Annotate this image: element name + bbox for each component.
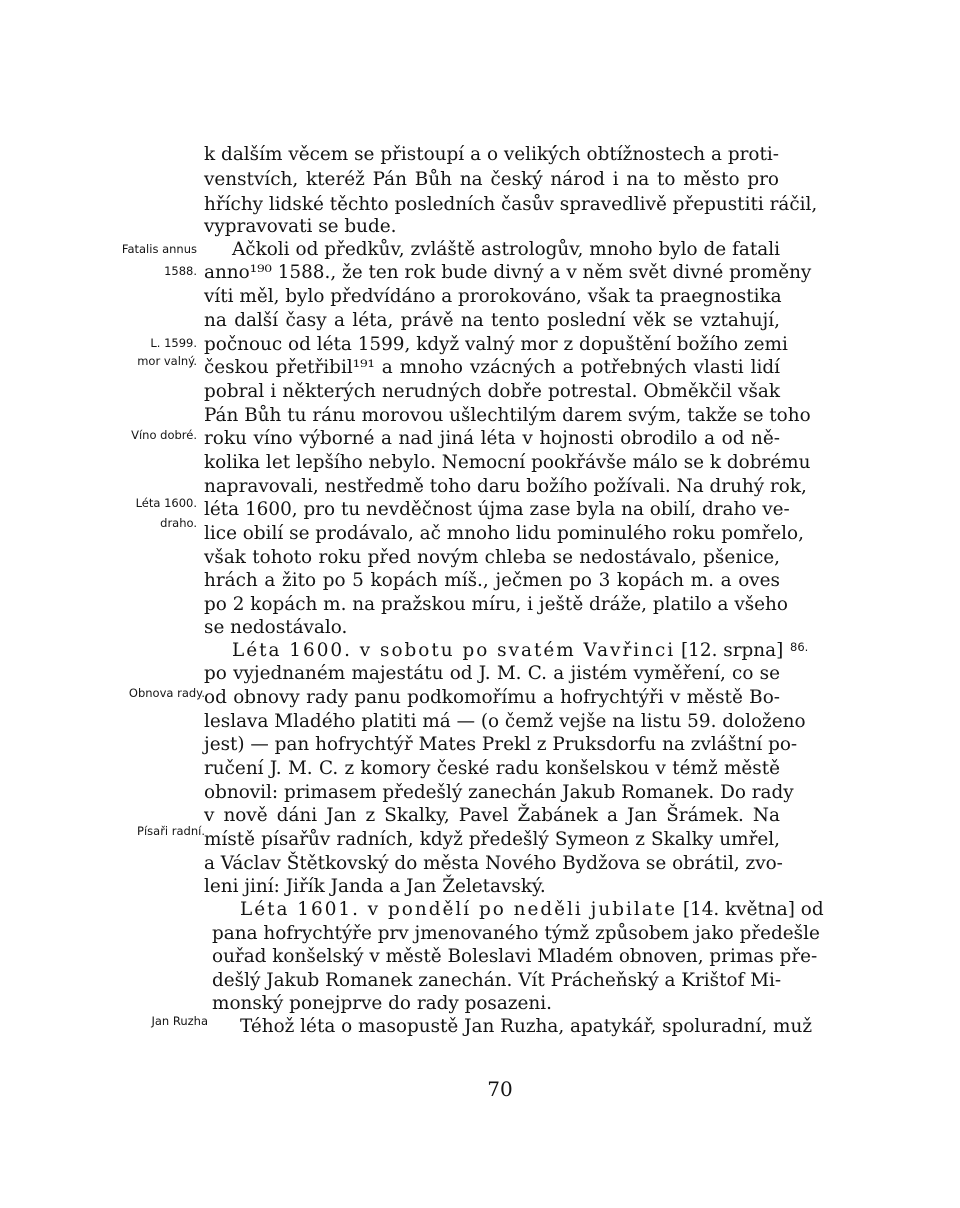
text-line: Pán Bůh tu ránu morovou ušlechtilým darem svým, takže se toho	[204, 405, 811, 426]
margin-note: Léta 1600.	[135, 496, 197, 510]
spaced-date-heading: Léta 1600. v sobotu po svatém Vavřinci	[232, 640, 676, 661]
text-line: místě písařův radních, když předešlý Symeon z Skalky umřel,	[204, 829, 780, 850]
text-line: lice obilí se prodávalo, ač mnoho lidu pominulého roku pomřelo,	[204, 523, 804, 544]
text-line: napravovali, nestředmě toho daru božího požívali. Na druhý rok,	[204, 476, 807, 497]
text-line: od obnovy rady panu podkomořímu a hofrychtýři v městě Bo-	[204, 687, 780, 708]
text-line: na další časy a léta, právě na tento poslední věk se vztahují,	[204, 310, 780, 331]
margin-note: Písaři radní.	[137, 824, 205, 838]
text-line: obnovil: primasem předešlý zanechán Jakub Romanek. Do rady	[204, 782, 794, 803]
page-number: 70	[487, 1077, 513, 1101]
text-line: však tohoto roku před novým chleba se nedostávalo, pšenice,	[204, 547, 780, 568]
margin-note: Jan Ruzha	[151, 1014, 208, 1028]
text-line: pobral i některých nerudných dobře potrestal. Obměkčil však	[204, 381, 780, 402]
text-line: ouřad konšelský v městě Boleslavi Mladém obnoven, primas pře-	[212, 946, 818, 967]
spaced-date-heading: Léta 1601. v pondělí po neděli jubilate	[240, 899, 677, 920]
margin-note: Obnova rady.	[128, 686, 205, 700]
text-line: po vyjednaném majestátu od J. M. C. a jistém vyměření, co se	[204, 663, 780, 684]
text-line: leni jiní: Jiřík Janda a Jan Želetavský.	[204, 876, 546, 897]
text-line: jest) — pan hofrychtýř Mates Prekl z Pruksdorfu na zvláštní po-	[204, 734, 798, 755]
text-line: pana hofrychtýře prv jmenovaného týmž způsobem jako předešle	[212, 923, 820, 944]
margin-note-right: 86.	[790, 640, 809, 654]
text-line: venstvích, kteréž Pán Bůh na český́ národ i na to město pro	[204, 169, 779, 190]
margin-note: mor valný.	[137, 354, 197, 368]
section-heading-line	[240, 901, 824, 919]
text-line: Ačkoli od předkův, zvláště astrologův, mnoho bylo de fatali	[232, 239, 780, 260]
text-line: hrách a žito po 5 kopách míš., ječmen po 3 kopách m. a oves	[204, 570, 780, 591]
text-line: anno¹⁹⁰ 1588., že ten rok bude divný a v něm svět divné proměny	[204, 262, 812, 283]
text-line: léta 1600, pro tu nevděčnost újma zase byla na obilí, draho ve-	[204, 499, 790, 520]
text-line: českou přetřibil¹⁹¹ a mnoho vzácných a potřebných vlasti lidí	[204, 357, 780, 378]
section-heading-line	[232, 642, 783, 660]
margin-note: 1588.	[164, 264, 197, 278]
text-line: víti měl, bylo předvídáno a prorokováno, však ta praegnostika	[204, 286, 782, 307]
text-line: kolika let lepšího nebylo. Nemocní pookřávše málo se k dobrému	[204, 452, 811, 473]
text-line: roku víno výborné a nad jiná léta v hojnosti obrodilo a od ně-	[204, 428, 780, 449]
text-line: leslava Mladého platiti má — (o čemž vejše na listu 59. doloženo	[204, 711, 806, 732]
text-line: v nově dáni Jan z Skalky, Pavel Žabánek a Jan Šrámek. Na	[204, 805, 780, 826]
date-bracket: [14. května] od	[677, 899, 824, 920]
text-line: hříchy lidské těchto posledních časův spravedlivě přepustiti ráčil,	[204, 194, 818, 215]
margin-note: Víno dobré.	[131, 428, 197, 442]
text-line: vypravovati se bude.	[204, 216, 397, 237]
text-line: k dalším věcem se přistoupí a o veliký́ch obtížnostech a proti-	[204, 144, 779, 165]
text-line: dešlý Jakub Romanek zanechán. Vít Prácheňský a Krištof Mi-	[212, 970, 782, 991]
text-line: a Václav Štětkovský do města Nového Bydžova se obrátil, zvo-	[204, 853, 783, 874]
margin-note: draho.	[160, 516, 197, 530]
text-line: počnouc od léta 1599, když valný mor z dopuštění božího zemi	[204, 334, 788, 355]
margin-note: L. 1599.	[150, 336, 197, 350]
text-line: po 2 kopách m. na pražskou míru, i ještě dráže, platilo a všeho	[204, 594, 788, 615]
margin-note: Fatalis annus	[121, 242, 197, 256]
date-bracket: [12. srpna]	[675, 640, 784, 661]
text-line: ručení J. M. C. z komory české radu konšelskou v témž městě	[204, 758, 780, 779]
text-line: Téhož léta o masopustě Jan Ruzha, apatykář, spoluradní, muž	[240, 1016, 813, 1037]
text-line: se nedostávalo.	[204, 617, 348, 638]
text-line: monský ponejprve do rady posazeni.	[212, 993, 552, 1014]
